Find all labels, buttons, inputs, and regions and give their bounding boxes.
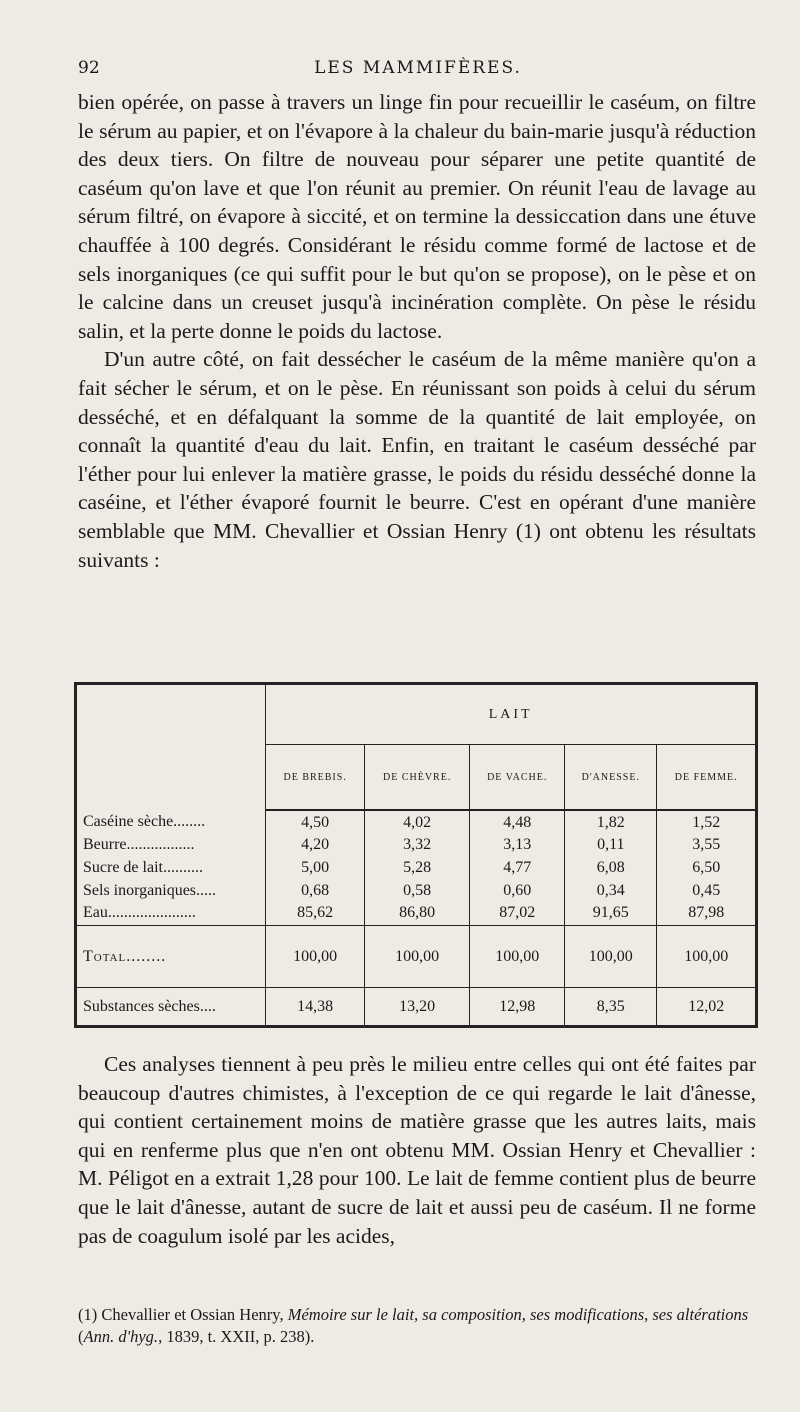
table-cell: 87,02 <box>470 902 565 925</box>
table-cell: 3,13 <box>470 834 565 857</box>
table-cell: 100,00 <box>565 925 657 987</box>
table-cell: 91,65 <box>565 902 657 925</box>
column-header: DE BREBIS. <box>266 745 365 810</box>
table-cell: 3,32 <box>365 834 470 857</box>
body-text-top <box>78 88 756 574</box>
paragraph: Ces analyses tiennent à peu près le milieu entre celles qui ont été faites par beaucoup d'autres chimistes, à l'exception de ce qui regarde le lait d'ânesse, qui contient certainement moins de matière grasse que les autres laits, mais qui en renferme plus que n'en ont obtenu MM. Ossian Henry et Chevallier : M. Péligot en a extrait 1,28 pour 100. Le lait de femme contient plus de beurre que le lait d'ânesse, autant de sucre de lait et aussi peu de caséum. Il ne forme pas de coagulum isolé par les acides, <box>78 1052 756 1248</box>
row-label: Eau...................... <box>76 902 266 925</box>
footnote-ref-open: ( <box>78 1327 84 1346</box>
table-cell: 0,68 <box>266 879 365 902</box>
column-header: DE VACHE. <box>470 745 565 810</box>
dry-substances-row <box>76 988 757 1027</box>
footnote-ref-rest: , 1839, t. XXII, p. 238). <box>158 1327 315 1346</box>
row-label: Caséine sèche........ <box>76 810 266 834</box>
table-cell: 5,00 <box>266 857 365 880</box>
footnote <box>78 1304 758 1348</box>
table-cell: 4,48 <box>470 810 565 834</box>
table-row <box>76 810 757 834</box>
table-cell: 0,11 <box>565 834 657 857</box>
row-label: Sucre de lait.......... <box>76 857 266 880</box>
table-cell: 100,00 <box>657 925 757 987</box>
column-header: DE CHÈVRE. <box>365 745 470 810</box>
table-cell: 86,80 <box>365 902 470 925</box>
table-cell: 0,34 <box>565 879 657 902</box>
footnote-authors: Chevallier et Ossian Henry, <box>101 1305 288 1324</box>
table-cell: 12,98 <box>470 988 565 1027</box>
table-cell: 4,20 <box>266 834 365 857</box>
row-label-header <box>76 684 266 811</box>
total-row <box>76 925 757 987</box>
table-cell: 0,60 <box>470 879 565 902</box>
paragraph: D'un autre côté, on fait dessécher le caséum de la même manière qu'on a fait sécher le sérum, et on le pèse. En réunissant son poids à celui du sérum desséché, et en défalquant la somme de la quantité de lait employée, on connaît la quantité d'eau du lait. Enfin, en traitant le caséum desséché par l'éther pour lui enlever la matière grasse, le poids du résidu desséché donne la caséine, et l'éther évaporé fournit le beurre. C'est en opérant d'une manière semblable que MM. Chevallier et Ossian Henry (1) ont obtenu les résultats suivants : <box>78 347 756 572</box>
table-cell: 0,45 <box>657 879 757 902</box>
paragraph: bien opérée, on passe à travers un linge fin pour recueillir le caséum, on filtre le sérum au papier, et on l'évapore à la chaleur du bain-marie jusqu'à réduction des deux tiers. On filtre de nouveau pour séparer une petite quantité de caséum qu'on lave et que l'on réunit au premier. On réunit l'eau de lavage au sérum filtré, on évapore à siccité, et on termine la dessiccation dans une étuve chauffée à 100 degrés. Considérant le résidu comme formé de lactose et de sels inorganiques (ce qui suffit pour le but qu'on se propose), on le pèse et on le calcine dans un creuset jusqu'à incinération complète. On pèse le résidu salin, et la perte donne le poids du lactose. <box>78 90 756 343</box>
table-cell: 100,00 <box>365 925 470 987</box>
table-cell: 4,77 <box>470 857 565 880</box>
table-cell: 3,55 <box>657 834 757 857</box>
table-cell: 100,00 <box>266 925 365 987</box>
table-cell: 4,02 <box>365 810 470 834</box>
page-number: 92 <box>78 58 100 78</box>
row-label: Substances sèches.... <box>76 988 266 1027</box>
table-cell: 6,50 <box>657 857 757 880</box>
footnote-marker: (1) <box>78 1305 102 1324</box>
table-cell: 1,52 <box>657 810 757 834</box>
footnote-journal: Ann. d'hyg. <box>83 1327 159 1346</box>
table-cell: 6,08 <box>565 857 657 880</box>
column-header: DE FEMME. <box>657 745 757 810</box>
running-title: LES MAMMIFÈRES. <box>314 58 522 78</box>
row-label: Sels inorganiques..... <box>76 879 266 902</box>
table-cell: 12,02 <box>657 988 757 1027</box>
table-row <box>76 834 757 857</box>
footnote-title: Mémoire sur le lait, sa composition, ses modifications, ses altérations <box>287 1305 749 1324</box>
table-cell: 85,62 <box>266 902 365 925</box>
row-label: Beurre................. <box>76 834 266 857</box>
row-label: Total........ <box>76 925 266 987</box>
table-cell: 87,98 <box>657 902 757 925</box>
column-header: D'ANESSE. <box>565 745 657 810</box>
table-group-header: LAIT <box>266 684 757 745</box>
table-row <box>76 902 757 925</box>
milk-composition-table <box>74 682 758 1028</box>
table-cell: 100,00 <box>470 925 565 987</box>
body-text-bottom <box>78 1050 756 1250</box>
table-row <box>76 879 757 902</box>
table-cell: 0,58 <box>365 879 470 902</box>
table-cell: 4,50 <box>266 810 365 834</box>
table-cell: 14,38 <box>266 988 365 1027</box>
page-header <box>78 54 758 84</box>
table-row <box>76 857 757 880</box>
table-cell: 1,82 <box>565 810 657 834</box>
table-cell: 8,35 <box>565 988 657 1027</box>
table-cell: 5,28 <box>365 857 470 880</box>
table-cell: 13,20 <box>365 988 470 1027</box>
